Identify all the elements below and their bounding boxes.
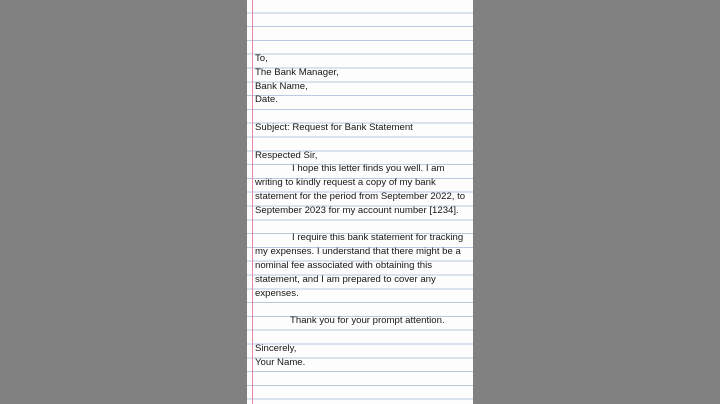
letter-date: Date. — [255, 94, 278, 106]
notebook-page — [247, 0, 473, 404]
blank-line — [255, 328, 473, 342]
letter-to: To, — [255, 53, 268, 64]
letter-recipient: The Bank Manager, — [255, 66, 339, 78]
letter-signature: Your Name. — [255, 356, 306, 368]
blank-line — [255, 107, 473, 121]
paragraph2-line: I require this bank statement for tracking — [292, 232, 464, 244]
letter-bank-name: Bank Name, — [255, 80, 308, 92]
letter-closing: Sincerely, — [255, 342, 297, 354]
blank-line — [255, 300, 473, 314]
letter-subject: Subject: Request for Bank Statement — [255, 121, 413, 133]
blank-line — [255, 135, 473, 149]
paragraph2-line: expenses. — [255, 287, 299, 299]
letter-salutation: Respected Sir, — [255, 149, 318, 161]
blank-line — [255, 218, 473, 232]
letter-thanks: Thank you for your prompt attention. — [290, 315, 445, 327]
paragraph2-line: nominal fee associated with obtaining this — [255, 259, 433, 271]
paragraph1-line: statement for the period from September 2022, to — [255, 190, 466, 202]
paragraph1-line: September 2023 for my account number [1234]. — [255, 204, 459, 216]
paragraph2-line: my expenses. I understand that there might be a — [255, 246, 461, 258]
paragraph2-line: statement, and I am prepared to cover any — [255, 273, 436, 285]
paragraph1-line: writing to kindly request a copy of my bank — [255, 177, 436, 189]
margin-line — [252, 0, 253, 404]
paragraph1-line: I hope this letter finds you well. I am — [292, 163, 445, 175]
letter-body — [255, 52, 473, 369]
